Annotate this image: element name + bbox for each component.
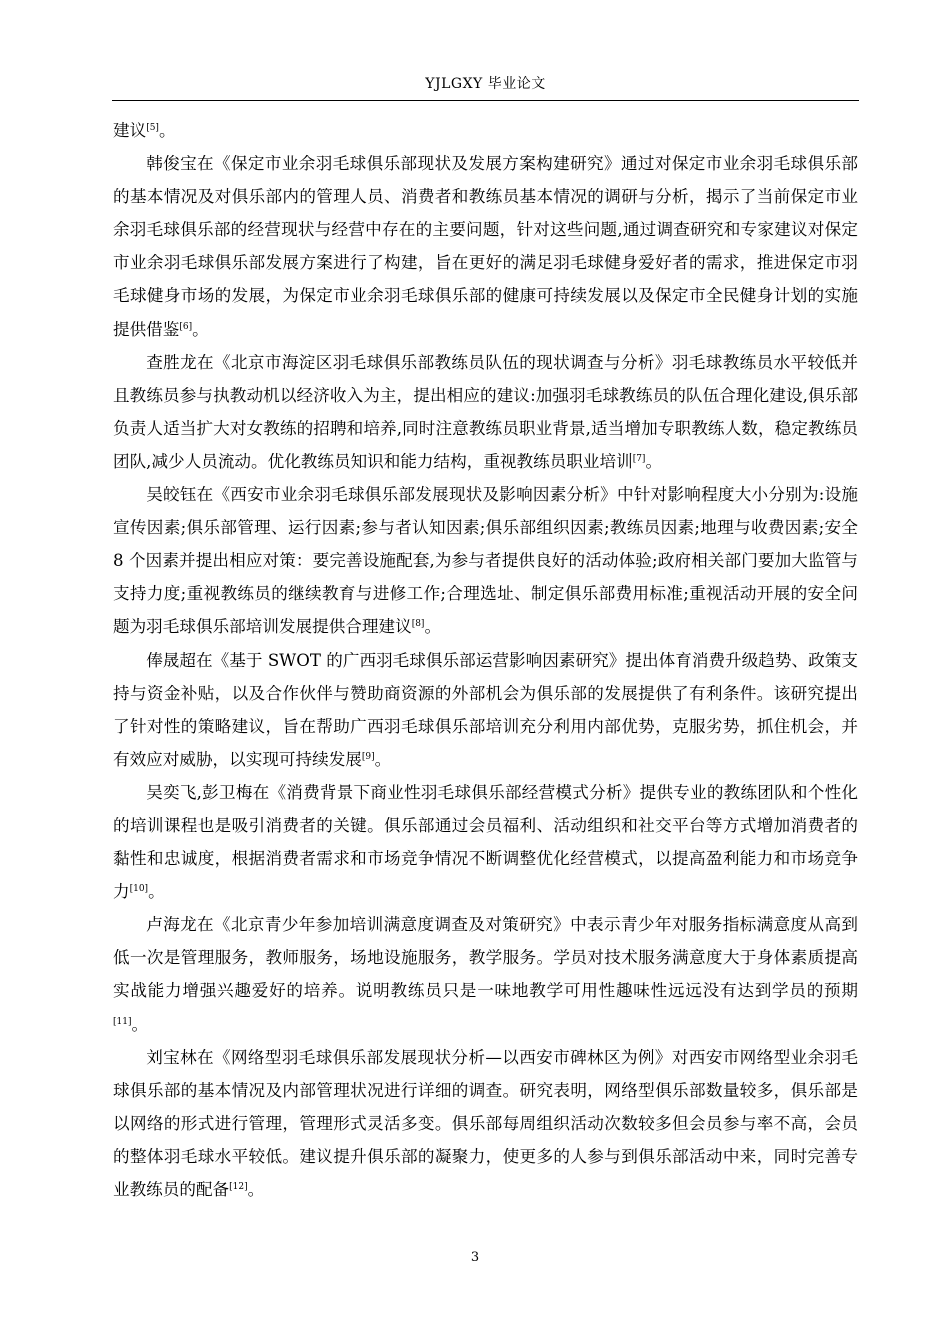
paragraph [113, 147, 858, 346]
citation: [9] [361, 751, 375, 762]
paragraph [113, 478, 858, 643]
paragraph [113, 1041, 858, 1206]
paragraph-end: 。 [424, 617, 442, 637]
paragraph-text: 建议 [113, 121, 147, 140]
paragraph-end: 。 [374, 749, 392, 769]
citation: [7] [632, 453, 646, 464]
paragraph [113, 776, 858, 908]
citation: [8] [411, 619, 425, 630]
paragraph [113, 908, 858, 1040]
paragraph [113, 346, 858, 478]
citation: [11] [113, 1016, 132, 1027]
paragraph-text: 俸晟超在《基于 SWOT 的广西羽毛球俱乐部运营影响因素研究》提出体育消费升级趋势、政策支持与资金补贴，以及合作伙伴与赞助商资源的外部机会为俱乐部的发展提供了有利条件。该研究提出了针对性的策略建议，旨在帮助广西羽毛球俱乐部培训充分利用内部优势，克服劣势，抓住机会，并有效应对威胁，以实现可持续发展 [113, 650, 858, 769]
paragraph [113, 644, 858, 776]
paragraph-end: 。 [645, 451, 663, 471]
citation: [6] [179, 321, 193, 332]
citation: [10] [129, 884, 149, 895]
paragraph-text: 吴皎钰在《西安市业余羽毛球俱乐部发展现状及影响因素分析》中针对影响程度大小分别为:设施宣传因素;俱乐部管理、运行因素;参与者认知因素;俱乐部组织因素;教练员因素;地理与收费因素;安全 8 个因素并提出相应对策：要完善设施配套,为参与者提供良好的活动体验;政府相关部门要加大监管与支持力度;重视教练员的继续教育与进修工作;合理选址、制定俱乐部费用标准;重视活动开展的安全问题为羽毛球俱乐部培训发展提供合理建议 [113, 485, 858, 637]
paragraph-text: 刘宝林在《网络型羽毛球俱乐部发展现状分析—以西安市碑林区为例》对西安市网络型业余羽毛球俱乐部的基本情况及内部管理状况进行详细的调查。研究表明，网络型俱乐部数量较多，俱乐部是以网络的形式进行管理，管理形式灵活多变。俱乐部每周组织活动次数较多但会员参与率不高，会员的整体羽毛球水平较低。建议提升俱乐部的凝聚力，使更多的人参与到俱乐部活动中来，同时完善专业教练员的配备 [113, 1047, 858, 1199]
paragraph-text: 卢海龙在《北京青少年参加培训满意度调查及对策研究》中表示青少年对服务指标满意度从高到低一次是管理服务，教师服务，场地设施服务，教学服务。学员对技术服务满意度大于身体素质提高实战能力增强兴趣爱好的培养。说明教练员只是一味地教学可用性趣味性远远没有达到学员的预期 [113, 915, 858, 1001]
citation: [12] [229, 1182, 248, 1192]
page-header: YJLGXY 毕业论文 [425, 76, 546, 92]
paragraph-text: 韩俊宝在《保定市业余羽毛球俱乐部现状及发展方案构建研究》通过对保定市业余羽毛球俱乐部的基本情况及对俱乐部内的管理人员、消费者和教练员基本情况的调研与分析，揭示了当前保定市业余羽毛球俱乐部的经营现状与经营中存在的主要问题，针对这些问题,通过调查研究和专家建议对保定市业余羽毛球俱乐部发展方案进行了构建，旨在更好的满足羽毛球健身爱好者的需求，推进保定市羽毛球健身市场的发展，为保定市业余羽毛球俱乐部的健康可持续发展以及保定市全民健身计划的实施提供借鉴 [113, 154, 858, 339]
paragraph-text: 查胜龙在《北京市海淀区羽毛球俱乐部教练员队伍的现状调查与分析》羽毛球教练员水平较低并且教练员参与执教动机以经济收入为主，提出相应的建议:加强羽毛球教练员的队伍合理化建设,俱乐部负责人适当扩大对女教练的招聘和培养,同时注意教练员职业背景,适当增加专职教练人数，稳定教练员团队,减少人员流动。优化教练员知识和能力结构，重视教练员职业培训 [113, 352, 858, 471]
header-rule [112, 100, 859, 101]
paragraph-text: 吴奕飞,彭卫梅在《消费背景下商业性羽毛球俱乐部经营模式分析》提供专业的教练团队和个性化的培训课程也是吸引消费者的关键。俱乐部通过会员福利、活动组织和社交平台等方式增加消费者的黏性和忠诚度，根据消费者需求和市场竞争情况不断调整优化经营模式，以提高盈利能力和市场竞争力 [113, 782, 858, 902]
paragraph-end: 。 [247, 1180, 265, 1199]
paragraph-end: 。 [192, 319, 209, 339]
body-text [113, 114, 858, 1206]
paragraph-end: 。 [131, 1014, 149, 1034]
citation: [5] [146, 123, 159, 133]
paragraph-end: 。 [148, 882, 165, 902]
paragraph [113, 114, 858, 147]
page-number: 3 [470, 1250, 480, 1265]
paragraph-end: 。 [158, 121, 176, 140]
